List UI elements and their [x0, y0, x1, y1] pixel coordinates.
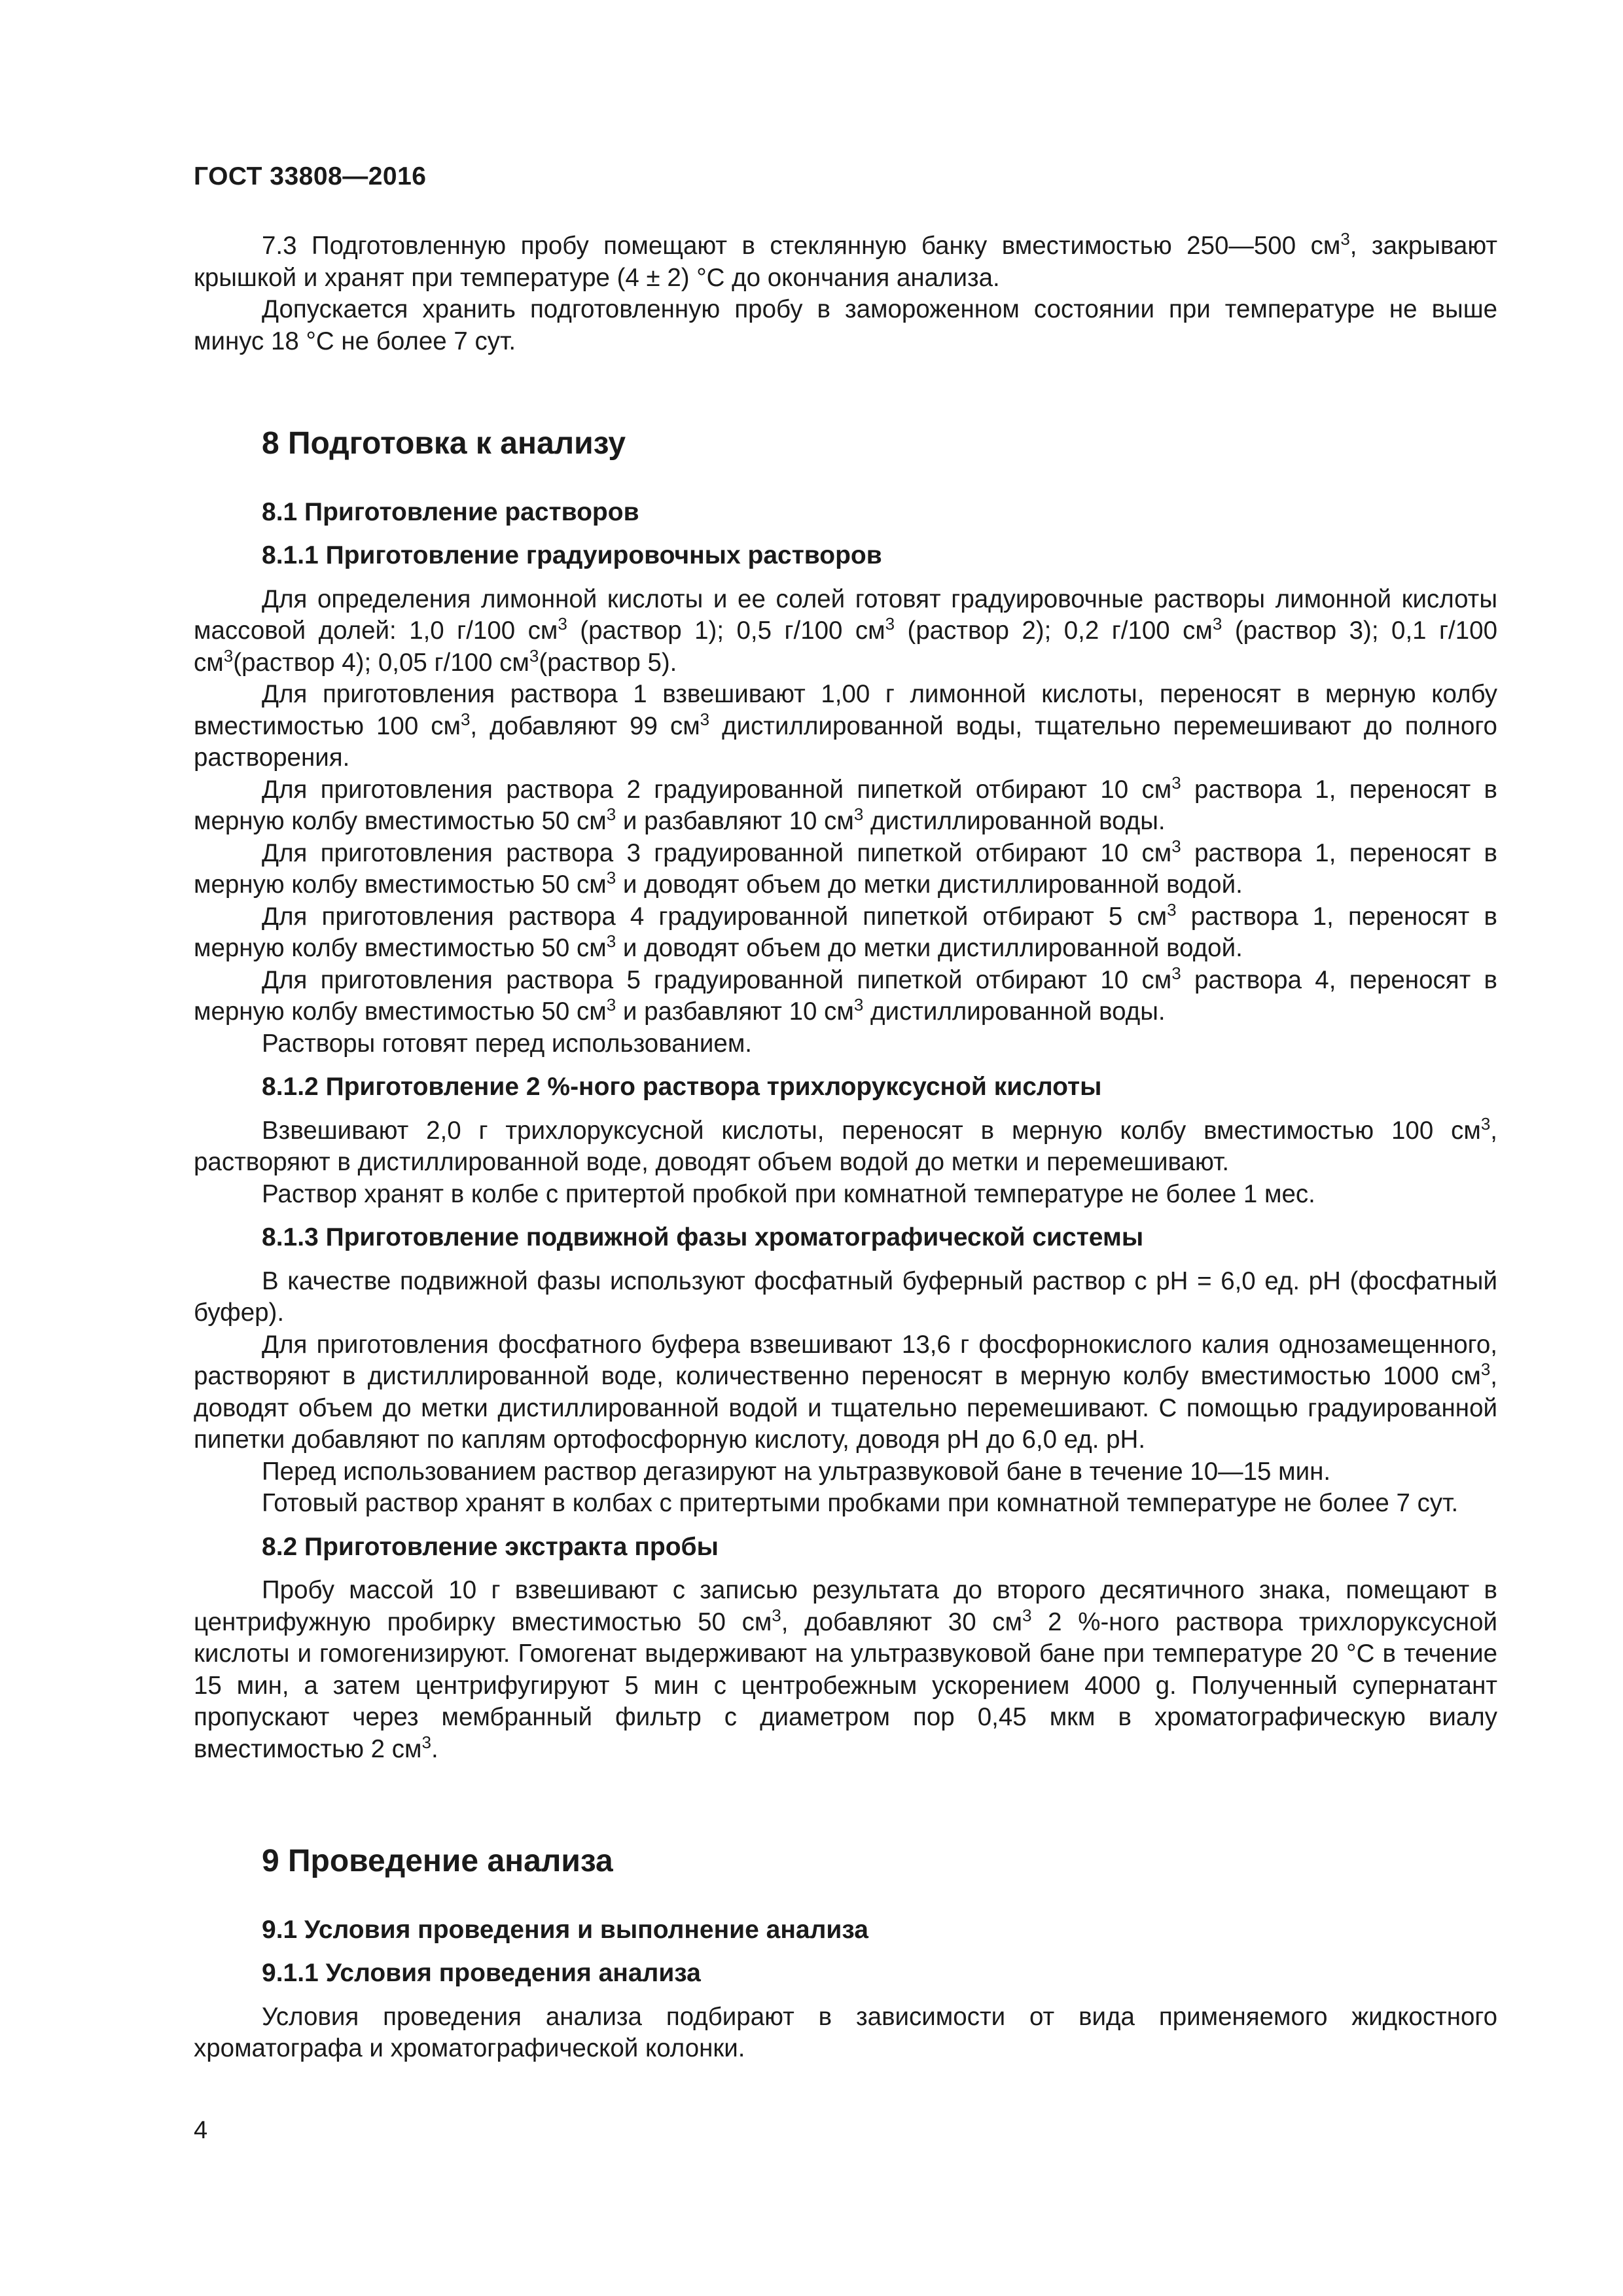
- paragraph: Условия проведения анализа подбирают в зависимости от вида применяемого жидкостного хроматографа и хроматографической колонки.: [194, 2002, 1497, 2062]
- section-heading: 8 Подготовка к анализу: [262, 426, 626, 461]
- paragraph: Допускается хранить подготовленную пробу в замороженном состоянии при температуре не выше минус 18 °С не более 7 сут.: [194, 295, 1497, 355]
- subsection-heading: 9.1.1 Условия проведения анализа: [262, 1959, 701, 1987]
- section-9: [194, 1846, 1497, 2065]
- paragraph: Для определения лимонной кислоты и ее солей готовят градуировочные растворы лимонной кислоты массовой долей: 1,0 г/100 $см^3$ (раствор 1); 0,5 г/100 $см^3$ (раствор 2); 0,2 г/100 $см^3$ (раствор 3); 0,1 г/100 $см^3(раствор$ 4); 0,05 г/100 $см^3(раствор$ 5).: [194, 584, 1497, 677]
- paragraph: В качестве подвижной фазы используют фосфатный буферный раствор с рН = 6,0 ед. рН (фосфатный буфер).: [194, 1266, 1497, 1327]
- paragraph: Для приготовления раствора 4 градуированной пипеткой отбирают 5 $см^3$ раствора 1, переносят в мерную колбу вместимостью 50 $см^3$ и доводят объем до метки дистиллированной водой.: [194, 899, 1497, 962]
- section-8: [194, 428, 1497, 1765]
- paragraph: Растворы готовят перед использованием.: [262, 1029, 752, 1058]
- paragraph: Для приготовления фосфатного буфера взвешивают 13,6 г фосфорнокислого калия однозамещенного, растворяют в дистиллированной воде, количественно переносят в мерную колбу вместимостью 1000 $см^3$, доводят объем до метки дистиллированной водой и тщательно перемешивают. С помощью градуированной пипетки добавляют по каплям ортофосфорную кислоту, доводя рН до 6,0 ед. рН.: [194, 1330, 1497, 1454]
- page-number: 4: [194, 2117, 208, 2144]
- paragraph: Пробу массой 10 г взвешивают с записью результата до второго десятичного знака, помещают в центрифужную пробирку вместимостью 50 $см^3$, добавляют 30 $см^3$ 2 %-ного раствора трихлоруксусной кислоты и гомогенизируют. Гомогенат выдерживают на ультразвуковой бане при температуре 20 °С в течение 15 мин, а затем центрифугируют 5 мин с центробежным ускорением 4000 g. Полученный супернатант пропускают через мембранный фильтр с диаметром пор 0,45 мкм в хроматографическую виалу вместимостью 2 $см^3$.: [194, 1576, 1497, 1763]
- paragraph: Перед использованием раствор дегазируют на ультразвуковой бане в течение 10—15 мин.: [262, 1457, 1331, 1486]
- paragraph: Для приготовления раствора 3 градуированной пипеткой отбирают 10 $см^3$ раствора 1, переносят в мерную колбу вместимостью 50 $см^3$ и доводят объем до метки дистиллированной водой.: [194, 836, 1497, 899]
- paragraph: Раствор хранят в колбе с притертой пробкой при комнатной температуре не более 1 мес.: [262, 1179, 1315, 1208]
- subsection-heading: 8.1.1 Приготовление градуировочных растворов: [262, 541, 882, 569]
- section-heading: 9 Проведение анализа: [262, 1844, 613, 1878]
- subsection-heading: 8.1.3 Приготовление подвижной фазы хроматографической системы: [262, 1223, 1144, 1251]
- subsection-heading: 8.1.2 Приготовление 2 %-ного раствора трихлоруксусной кислоты: [262, 1073, 1102, 1101]
- subsection-heading: 8.2 Приготовление экстракта пробы: [262, 1532, 719, 1561]
- paragraph: Для приготовления раствора 2 градуированной пипеткой отбирают 10 $см^3$ раствора 1, переносят в мерную колбу вместимостью 50 $см^3$ и разбавляют 10 $см^3$ дистиллированной воды.: [194, 772, 1497, 835]
- section-7-continued: [194, 230, 1497, 357]
- paragraph: Для приготовления раствора 1 взвешивают 1,00 г лимонной кислоты, переносят в мерную колбу вместимостью 100 $см^3$, добавляют 99 $см^3$ дистиллированной воды, тщательно перемешивают до полного растворения.: [194, 680, 1497, 772]
- paragraph: Взвешивают 2,0 г трихлоруксусной кислоты, переносят в мерную колбу вместимостью 100 $см^3$, растворяют в дистиллированной воде, доводят объем водой до метки и перемешивают.: [194, 1113, 1497, 1176]
- document-header: ГОСТ 33808—2016: [194, 162, 427, 190]
- subsection-heading: 8.1 Приготовление растворов: [262, 497, 639, 526]
- subsection-heading: 9.1 Условия проведения и выполнение анализа: [262, 1915, 868, 1944]
- paragraph: Готовый раствор хранят в колбах с притертыми пробками при комнатной температуре не более 7 сут.: [262, 1489, 1459, 1517]
- paragraph: 7.3 Подготовленную пробу помещают в стеклянную банку вместимостью 250—500 $см^3$, закрывают крышкой и хранят при температуре (4 ± 2) °С до окончания анализа.: [194, 229, 1498, 292]
- paragraph: Для приготовления раствора 5 градуированной пипеткой отбирают 10 $см^3$ раствора 4, переносят в мерную колбу вместимостью 50 $см^3$ и разбавляют 10 $см^3$ дистиллированной воды.: [194, 963, 1497, 1026]
